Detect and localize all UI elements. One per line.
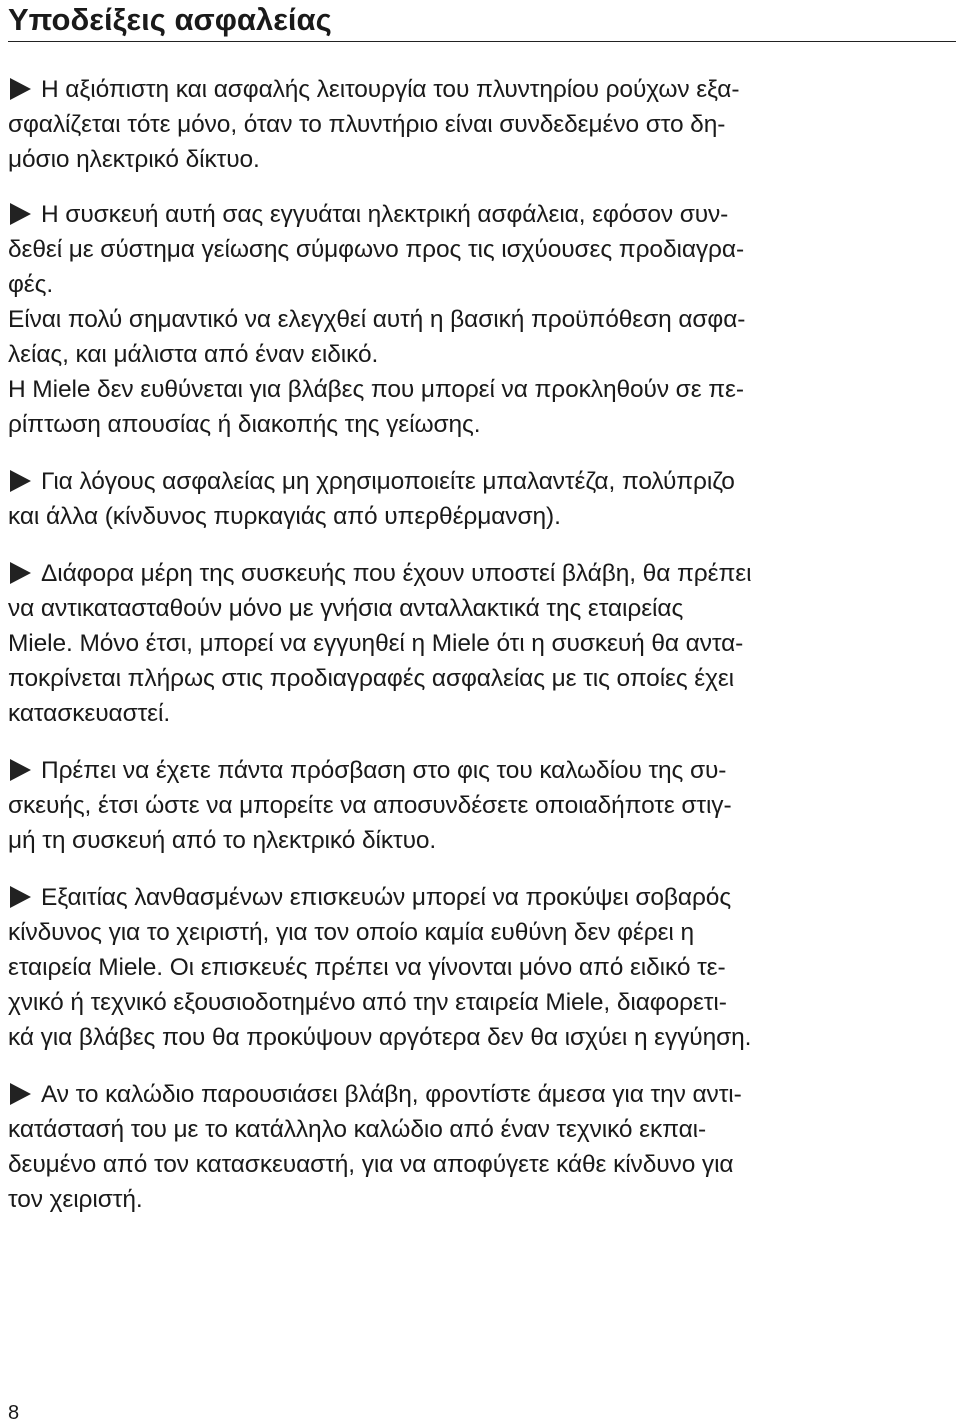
text-line: μόσιο ηλεκτρικό δίκτυο. — [8, 146, 260, 173]
page-title: Υποδείξεις ασφαλείας — [8, 0, 346, 40]
text-line: φές. — [8, 271, 54, 298]
safety-item — [8, 753, 952, 858]
text-line: ρίπτωση απουσίας ή διακοπής της γείωσης. — [8, 411, 481, 438]
text-line: Εξαιτίας λανθασμένων επισκευών μπορεί να προκύψει σοβαρός — [8, 880, 952, 915]
triangle-right-icon — [10, 470, 31, 492]
text-line: δεθεί με σύστημα γείωσης σύμφωνο προς τις ισχύουσες προδιαγρα- — [8, 236, 745, 263]
text-line: κατάστασή του με το κατάλληλο καλώδιο από έναν τεχνικό εκπαι- — [8, 1116, 707, 1143]
text-line: εταιρεία Miele. Οι επισκευές πρέπει να γίνονται μόνο από ειδικό τε- — [8, 954, 726, 981]
text-line: κίνδυνος για το χειριστή, για τον οποίο καμία ευθύνη δεν φέρει η — [8, 919, 694, 946]
safety-item — [8, 464, 952, 534]
triangle-right-icon — [10, 886, 31, 908]
triangle-right-icon — [10, 759, 31, 781]
text-line: λείας, και μάλιστα από έναν ειδικό. — [8, 341, 379, 368]
text-line: σφαλίζεται τότε μόνο, όταν το πλυντήριο είναι συνδεδεμένο στο δη- — [8, 111, 726, 138]
text-line: Πρέπει να έχετε πάντα πρόσβαση στο φις του καλωδίου της συ- — [8, 753, 952, 788]
text-line: Η αξιόπιστη και ασφαλής λειτουργία του πλυντηρίου ρούχων εξα- — [8, 72, 952, 107]
safety-item — [8, 880, 952, 1055]
triangle-right-icon — [10, 1083, 31, 1105]
safety-item — [8, 197, 952, 442]
text-line: Η συσκευή αυτή σας εγγυάται ηλεκτρική ασφάλεια, εφόσον συν- — [8, 197, 952, 232]
text-line: σκευής, έτσι ώστε να μπορείτε να αποσυνδέσετε οποιαδήποτε στιγ- — [8, 792, 732, 819]
text-line: χνικό ή τεχνικό εξουσιοδοτημένο από την εταιρεία Miele, διαφορετι- — [8, 989, 727, 1016]
triangle-right-icon — [10, 562, 31, 584]
text-line: Διάφορα μέρη της συσκευής που έχουν υποστεί βλάβη, θα πρέπει — [8, 556, 952, 591]
text-line: Miele. Μόνο έτσι, μπορεί να εγγυηθεί η Miele ότι η συσκευή θα αντα- — [8, 630, 744, 657]
text-line: Η Miele δεν ευθύνεται για βλάβες που μπορεί να προκληθούν σε πε- — [8, 376, 744, 403]
safety-instructions — [8, 72, 952, 1217]
safety-item — [8, 1077, 952, 1217]
text-line: κατασκευαστεί. — [8, 700, 171, 727]
title-rule — [8, 41, 956, 42]
triangle-right-icon — [10, 78, 31, 100]
safety-item — [8, 556, 952, 731]
text-line: Αν το καλώδιο παρουσιάσει βλάβη, φροντίστε άμεσα για την αντι- — [8, 1077, 952, 1112]
page-number: 8 — [8, 1402, 20, 1424]
safety-item — [8, 72, 952, 177]
text-line: και άλλα (κίνδυνος πυρκαγιάς από υπερθέρμανση). — [8, 503, 561, 530]
text-line: ποκρίνεται πλήρως στις προδιαγραφές ασφαλείας με τις οποίες έχει — [8, 665, 735, 692]
text-line: μή τη συσκευή από το ηλεκτρικό δίκτυο. — [8, 827, 437, 854]
triangle-right-icon — [10, 203, 31, 225]
page-header — [8, 0, 956, 46]
text-line: κά για βλάβες που θα προκύψουν αργότερα δεν θα ισχύει η εγγύηση. — [8, 1024, 752, 1051]
text-line: Είναι πολύ σημαντικό να ελεγχθεί αυτή η βασική προϋπόθεση ασφα- — [8, 306, 746, 333]
text-line: Για λόγους ασφαλείας μη χρησιμοποιείτε μπαλαντέζα, πολύπριζο — [8, 464, 952, 499]
text-line: τον χειριστή. — [8, 1186, 143, 1213]
text-line: δευμένο από τον κατασκευαστή, για να αποφύγετε κάθε κίνδυνο για — [8, 1151, 734, 1178]
text-line: να αντικατασταθούν μόνο με γνήσια ανταλλακτικά της εταιρείας — [8, 595, 684, 622]
